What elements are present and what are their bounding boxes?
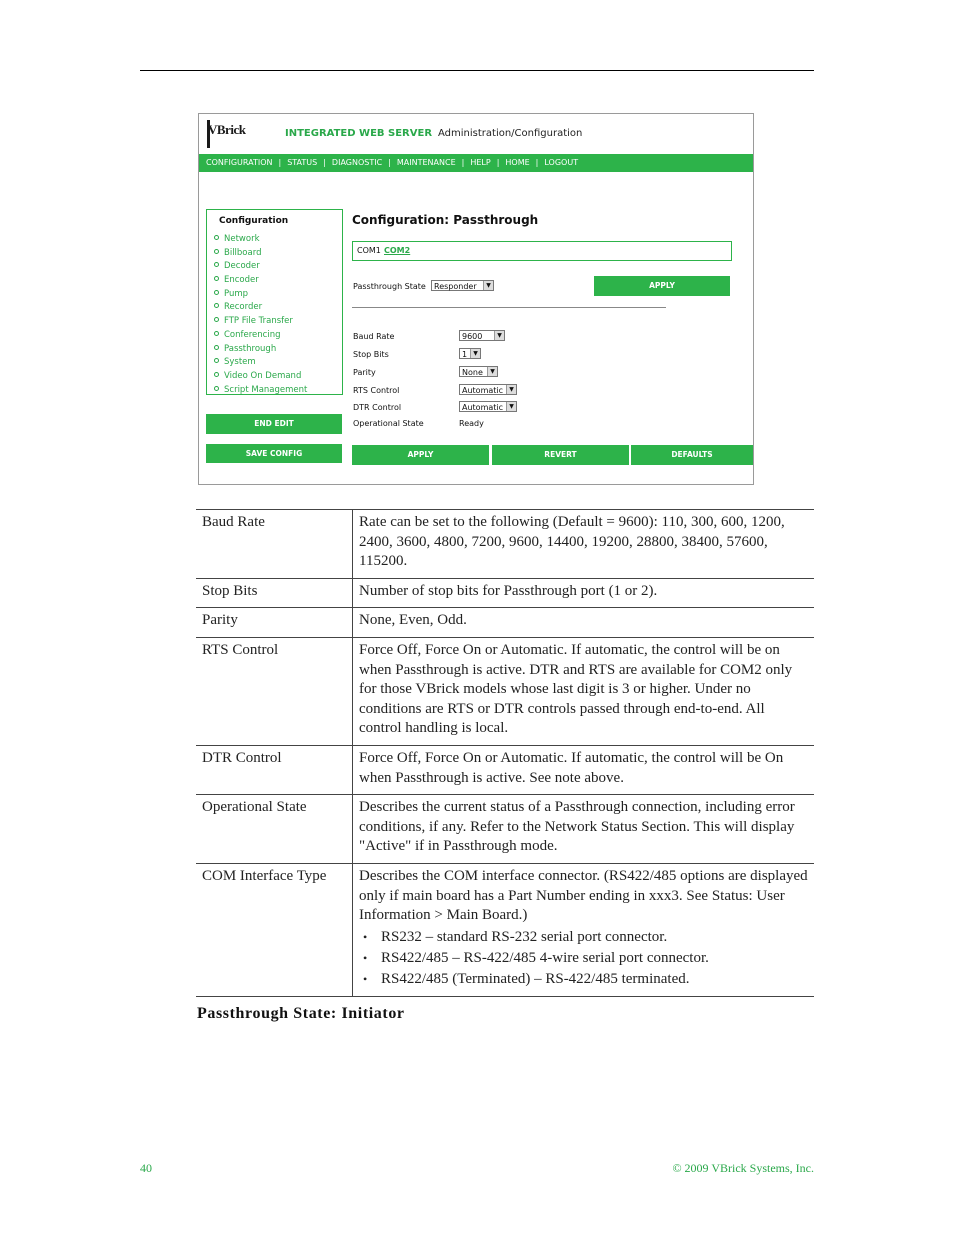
header-subtitle: Administration/Configuration	[438, 128, 583, 139]
table-cell-name: Parity	[196, 608, 353, 638]
revert-button[interactable]: REVERT	[492, 445, 629, 465]
sidebar-item-pump[interactable]: Pump	[214, 288, 307, 302]
table-cell-desc: None, Even, Odd.	[353, 608, 815, 638]
dtr-control-value: Automatic	[462, 403, 504, 412]
copyright: © 2009 VBrick Systems, Inc.	[672, 1161, 814, 1175]
nav-status[interactable]: STATUS	[287, 158, 318, 167]
section-heading: Passthrough State: Initiator	[197, 1005, 405, 1022]
nav-help[interactable]: HELP	[470, 158, 491, 167]
header-title: INTEGRATED WEB SERVER	[285, 128, 433, 139]
stop-bits-value: 1	[462, 350, 468, 359]
passthrough-state-value: Responder	[434, 282, 477, 291]
passthrough-state-select[interactable]	[431, 280, 494, 291]
table-row	[196, 745, 814, 794]
table-row	[196, 510, 814, 579]
end-edit-button[interactable]: END EDIT	[206, 414, 342, 434]
table-cell-desc: Force Off, Force On or Automatic. If automatic, the control will be on when Passthrough is active. DTR and RTS are available for COM2 only for those VBrick models whose last digit is 3 or higher. Under no conditions are RTS or DTR controls passed through end-to-end. All control handling is local.	[353, 637, 815, 745]
defaults-button[interactable]: DEFAULTS	[631, 445, 753, 465]
baud-rate-label: Baud Rate	[353, 332, 395, 341]
rts-control-value: Automatic	[462, 386, 504, 395]
nav-home[interactable]: HOME	[505, 158, 530, 167]
nav-menu	[206, 158, 578, 167]
nav-separator: |	[278, 158, 282, 167]
divider	[352, 307, 666, 308]
header-rule	[140, 70, 814, 71]
page-number: 40	[140, 1161, 152, 1175]
sidebar-item-billboard[interactable]: Billboard	[214, 247, 307, 261]
bullet-icon	[214, 345, 219, 350]
sidebar-list	[214, 233, 307, 397]
table-cell-name: Baud Rate	[196, 510, 353, 579]
rts-control-select[interactable]	[459, 384, 517, 395]
table-cell-name: Operational State	[196, 795, 353, 864]
table-cell-name: Stop Bits	[196, 578, 353, 608]
nav-separator: |	[323, 158, 326, 167]
parity-label: Parity	[353, 368, 376, 377]
chevron-down-icon: ▼	[494, 331, 504, 340]
nav-separator: |	[388, 158, 391, 167]
page-title: Configuration: Passthrough	[352, 213, 539, 227]
bullet-icon	[214, 331, 219, 336]
parity-value: None	[462, 368, 483, 377]
table-cell-desc: Rate can be set to the following (Default = 9600): 110, 300, 600, 1200, 2400, 3600, 4800, 7200, 9600, 14400, 19200, 28800, 38400, 57600, 115200.	[353, 510, 815, 579]
bullet-icon	[214, 290, 219, 295]
tab-com1[interactable]: COM1	[357, 246, 381, 255]
nav-logout[interactable]: LOGOUT	[544, 158, 579, 167]
list-item: • RS422/485 – RS-422/485 4-wire serial port connector.	[359, 948, 808, 969]
apply-button[interactable]: APPLY	[352, 445, 489, 465]
bullet-icon	[214, 317, 219, 322]
bullet-icon	[214, 249, 219, 254]
table-row	[196, 608, 814, 638]
stop-bits-label: Stop Bits	[353, 350, 389, 359]
nav-separator: |	[461, 158, 465, 167]
table-cell-name: COM Interface Type	[196, 863, 353, 996]
table-row	[196, 637, 814, 745]
parity-select[interactable]	[459, 366, 498, 377]
tab-com2[interactable]: COM2	[384, 246, 411, 255]
bullet-icon	[214, 303, 219, 308]
table-row	[196, 863, 814, 996]
passthrough-state-label: Passthrough State	[353, 282, 426, 291]
com-interface-desc: Describes the COM interface connector. (RS422/485 options are displayed only if main board has a Part Number ending in xxx3. See Status: User Information > Main Board.)	[359, 867, 808, 924]
sidebar-item-encoder[interactable]: Encoder	[214, 274, 307, 288]
stop-bits-select[interactable]	[459, 348, 481, 359]
baud-rate-select[interactable]	[459, 330, 505, 341]
table-cell-desc: Force Off, Force On or Automatic. If automatic, the control will be On when Passthrough is active. See note above.	[353, 745, 815, 794]
table-cell-name: DTR Control	[196, 745, 353, 794]
table-row	[196, 795, 814, 864]
list-item: • RS232 – standard RS-232 serial port connector.	[359, 927, 808, 948]
sidebar-title: Configuration	[219, 216, 289, 226]
nav-separator: |	[535, 158, 539, 167]
sidebar-item-network[interactable]: Network	[214, 233, 307, 247]
settings-description-table	[196, 509, 814, 997]
table-row	[196, 578, 814, 608]
table-cell-desc: Number of stop bits for Passthrough port (1 or 2).	[353, 578, 815, 608]
sidebar-item-decoder[interactable]: Decoder	[214, 260, 307, 274]
bullet-icon	[214, 386, 219, 391]
vbrick-logo: VBrick	[208, 122, 246, 137]
bullet-icon	[214, 235, 219, 240]
rts-control-label: RTS Control	[353, 386, 400, 395]
operational-state-value: Ready	[459, 419, 484, 428]
baud-rate-value: 9600	[462, 332, 483, 341]
nav-diagnostic[interactable]: DIAGNOSTIC	[331, 158, 383, 167]
dtr-control-label: DTR Control	[353, 403, 402, 412]
save-config-button[interactable]: SAVE CONFIG	[206, 444, 342, 463]
nav-separator: |	[496, 158, 500, 167]
sidebar-item-conferencing[interactable]: Conferencing	[214, 329, 307, 343]
dtr-control-select[interactable]	[459, 401, 517, 412]
bullet-icon	[214, 372, 219, 377]
screenshot-frame	[198, 113, 754, 485]
sidebar-item-ftp[interactable]: FTP File Transfer	[214, 315, 307, 329]
sidebar-item-passthrough[interactable]: Passthrough	[214, 343, 307, 357]
list-item: • RS422/485 (Terminated) – RS-422/485 terminated.	[359, 969, 808, 990]
com-interface-list	[359, 927, 808, 990]
sidebar-item-system[interactable]: System	[214, 356, 307, 370]
com-tabs	[352, 241, 732, 261]
apply-button-top[interactable]: APPLY	[594, 276, 730, 296]
sidebar-item-script[interactable]: Script Management	[214, 384, 307, 398]
table-cell-name: RTS Control	[196, 637, 353, 745]
table-cell-desc	[353, 863, 815, 996]
nav-configuration[interactable]: CONFIGURATION	[206, 158, 273, 167]
config-sidebar	[206, 209, 343, 395]
nav-maintenance[interactable]: MAINTENANCE	[396, 158, 456, 167]
sidebar-item-recorder[interactable]: Recorder	[214, 301, 307, 315]
bullet-icon	[214, 358, 219, 363]
chevron-down-icon: ▼	[483, 281, 493, 290]
chevron-down-icon: ▼	[470, 349, 480, 358]
sidebar-item-vod[interactable]: Video On Demand	[214, 370, 307, 384]
bullet-icon	[214, 276, 219, 281]
operational-state-label: Operational State	[353, 419, 424, 428]
chevron-down-icon: ▼	[506, 402, 516, 411]
chevron-down-icon: ▼	[487, 367, 497, 376]
chevron-down-icon: ▼	[506, 385, 516, 394]
table-cell-desc: Describes the current status of a Passthrough connection, including error conditions, if any. Refer to the Network Status Section. This will display "Active" if in Passthrough mode.	[353, 795, 815, 864]
bullet-icon	[214, 262, 219, 267]
